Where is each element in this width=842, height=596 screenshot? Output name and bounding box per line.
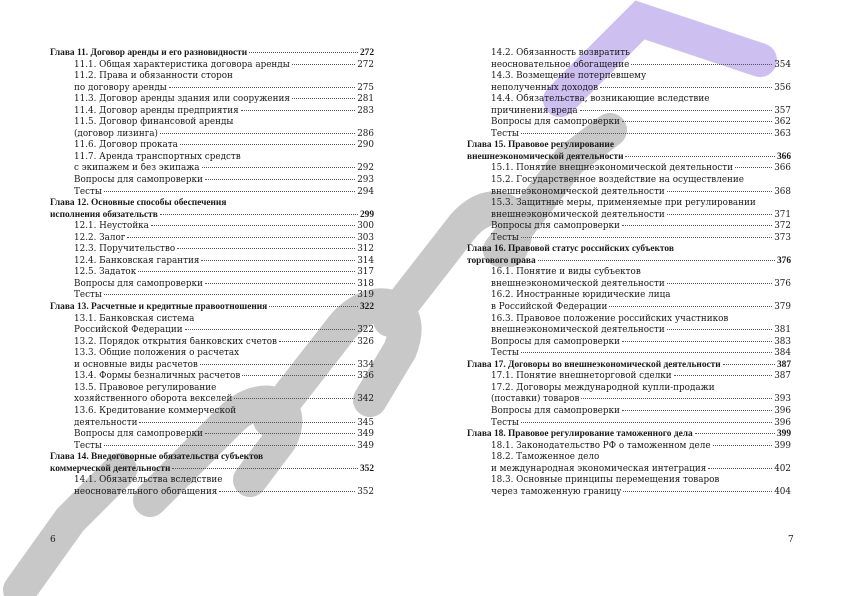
toc-section-entry bbox=[467, 418, 791, 430]
toc-entry-page: 349 bbox=[357, 440, 374, 451]
toc-section-entry bbox=[50, 337, 374, 349]
toc-section-entry bbox=[467, 60, 791, 72]
toc-entry-title: Тесты bbox=[74, 186, 102, 197]
dot-leader bbox=[160, 133, 355, 134]
dot-leader bbox=[242, 375, 355, 376]
toc-entry-page: 396 bbox=[774, 417, 791, 428]
toc-entry-title: Глава 14. Внедоговорные обязательства субъектов bbox=[50, 452, 264, 463]
toc-entry-title: Тесты bbox=[491, 417, 519, 428]
dot-leader bbox=[219, 491, 355, 492]
toc-section-entry bbox=[50, 187, 374, 199]
toc-entry-title: Вопросы для самопроверки bbox=[491, 405, 620, 416]
toc-entry-page: 383 bbox=[774, 336, 791, 347]
toc-section-entry bbox=[50, 233, 374, 245]
toc-entry-title: Глава 17. Договоры во внешнеэкономической деятельности bbox=[467, 359, 721, 370]
toc-section-entry bbox=[50, 348, 374, 360]
dot-leader bbox=[609, 306, 772, 307]
toc-section-entry bbox=[467, 71, 791, 83]
toc-entry-title: 14.3. Возмещение потерпевшему bbox=[491, 71, 647, 82]
toc-entry-page: 362 bbox=[774, 117, 791, 128]
toc-section-entry bbox=[50, 314, 374, 326]
toc-entry-title: хозяйственного оборота векселей bbox=[74, 394, 233, 405]
toc-entry-page: 272 bbox=[359, 48, 374, 58]
toc-section-entry bbox=[50, 279, 374, 291]
toc-entry-title: внешнеэкономической деятельности bbox=[491, 209, 665, 220]
toc-entry-title: 14.1. Обязательства вследствие bbox=[74, 475, 223, 486]
toc-entry-page: 352 bbox=[359, 463, 374, 474]
toc-section-entry bbox=[467, 94, 791, 106]
toc-section-entry bbox=[50, 94, 374, 106]
toc-entry-title: 12.3. Поручительство bbox=[74, 244, 176, 255]
toc-entry-page: 368 bbox=[774, 186, 791, 197]
dot-leader bbox=[180, 144, 355, 145]
toc-entry-page: 322 bbox=[359, 302, 374, 313]
toc-entry-page: 275 bbox=[357, 82, 374, 93]
toc-chapter-entry bbox=[467, 429, 791, 441]
toc-entry-page: 366 bbox=[776, 151, 791, 162]
toc-section-entry bbox=[467, 475, 791, 487]
toc-entry-title: 12.4. Банковская гарантия bbox=[74, 255, 200, 266]
toc-section-entry bbox=[467, 106, 791, 118]
toc-entry-title: неосновательное обогащение bbox=[491, 59, 630, 70]
toc-entry-title: 13.2. Порядок открытия банковских счетов bbox=[74, 336, 277, 347]
toc-entry-page: 402 bbox=[774, 463, 791, 474]
toc-entry-title: 13.3. Общие положения о расчетах bbox=[74, 348, 240, 359]
toc-section-entry bbox=[467, 163, 791, 175]
toc-entry-title: 13.1. Банковская система bbox=[74, 313, 195, 324]
toc-entry-title: Российской Федерации bbox=[74, 325, 183, 336]
toc-entry-title: 12.2. Залог bbox=[74, 232, 126, 243]
toc-chapter-entry bbox=[50, 48, 374, 60]
toc-chapter-entry bbox=[50, 210, 374, 222]
toc-entry-title: 11.7. Аренда транспортных средств bbox=[74, 151, 241, 162]
toc-entry-title: 12.5. Задаток bbox=[74, 267, 137, 278]
toc-entry-page: 399 bbox=[774, 440, 791, 451]
toc-section-entry bbox=[467, 48, 791, 60]
toc-entry-title: (поставки) товаров bbox=[491, 394, 580, 405]
page-number-right: 7 bbox=[788, 535, 794, 545]
toc-section-entry bbox=[50, 71, 374, 83]
toc-entry-title: исполнения обязательств bbox=[50, 209, 158, 220]
toc-section-entry bbox=[50, 163, 374, 175]
toc-entry-title: Вопросы для самопроверки bbox=[74, 278, 203, 289]
toc-right-column bbox=[467, 48, 791, 498]
toc-entry-title: по договору аренды bbox=[74, 82, 167, 93]
toc-entry-title: неполученных доходов bbox=[491, 82, 599, 93]
toc-section-entry bbox=[467, 210, 791, 222]
dot-leader bbox=[104, 294, 355, 295]
dot-leader bbox=[581, 398, 772, 399]
toc-entry-title: Тесты bbox=[491, 128, 519, 139]
toc-section-entry bbox=[467, 302, 791, 314]
toc-entry-title: деятельности bbox=[74, 417, 138, 428]
toc-entry-title: коммерческой деятельности bbox=[50, 463, 171, 474]
toc-entry-title: Вопросы для самопроверки bbox=[74, 175, 203, 186]
toc-entry-title: Вопросы для самопроверки bbox=[491, 117, 620, 128]
dot-leader bbox=[139, 422, 355, 423]
dot-leader bbox=[127, 237, 355, 238]
dot-leader bbox=[622, 121, 772, 122]
toc-section-entry bbox=[467, 129, 791, 141]
toc-entry-title: Вопросы для самопроверки bbox=[491, 221, 620, 232]
toc-section-entry bbox=[467, 221, 791, 233]
toc-entry-title: 11.6. Договор проката bbox=[74, 140, 178, 151]
toc-entry-title: и международная экономическая интеграция bbox=[491, 463, 707, 474]
toc-entry-page: 342 bbox=[357, 394, 374, 405]
toc-section-entry bbox=[50, 475, 374, 487]
toc-chapter-entry bbox=[467, 360, 791, 372]
toc-entry-title: (договор лизинга) bbox=[74, 128, 158, 139]
toc-section-entry bbox=[50, 221, 374, 233]
dot-leader bbox=[151, 225, 355, 226]
dot-leader bbox=[695, 433, 775, 434]
toc-entry-page: 299 bbox=[359, 209, 374, 220]
dot-leader bbox=[667, 329, 773, 330]
toc-section-entry bbox=[50, 429, 374, 441]
toc-entry-title: 15.1. Понятие внешнеэкономической деятельности bbox=[491, 163, 733, 174]
toc-entry-page: 303 bbox=[357, 232, 374, 243]
toc-section-entry bbox=[467, 452, 791, 464]
toc-entry-title: 13.5. Правовое регулирование bbox=[74, 382, 217, 393]
dot-leader bbox=[625, 156, 774, 157]
toc-entry-page: 376 bbox=[776, 255, 791, 266]
toc-entry-title: неосновательного обогащения bbox=[74, 486, 218, 497]
dot-leader bbox=[580, 110, 773, 111]
toc-entry-title: 17.1. Понятие внешнеторговой сделки bbox=[491, 371, 672, 382]
toc-entry-title: 11.4. Договор аренды предприятия bbox=[74, 105, 239, 116]
toc-entry-page: 356 bbox=[774, 82, 791, 93]
toc-entry-page: 283 bbox=[357, 105, 374, 116]
toc-section-entry bbox=[50, 117, 374, 129]
toc-entry-page: 376 bbox=[774, 278, 791, 289]
dot-leader bbox=[138, 271, 355, 272]
dot-leader bbox=[241, 110, 356, 111]
toc-entry-page: 387 bbox=[776, 359, 791, 370]
toc-entry-page: 281 bbox=[357, 94, 374, 105]
toc-left-column bbox=[50, 48, 374, 498]
toc-section-entry bbox=[50, 83, 374, 95]
toc-entry-title: внешнеэкономической деятельности bbox=[491, 278, 665, 289]
toc-entry-title: 13.4. Формы безналичных расчетов bbox=[74, 371, 241, 382]
toc-section-entry bbox=[50, 383, 374, 395]
dot-leader bbox=[622, 410, 772, 411]
toc-entry-title: 16.1. Понятие и виды субъектов bbox=[491, 267, 641, 278]
toc-section-entry bbox=[467, 175, 791, 187]
dot-leader bbox=[200, 364, 355, 365]
toc-section-entry bbox=[467, 83, 791, 95]
toc-entry-title: 14.4. Обязательства, возникающие вследствие bbox=[491, 94, 710, 105]
dot-leader bbox=[160, 214, 358, 215]
toc-entry-title: в Российской Федерации bbox=[491, 302, 608, 313]
dot-leader bbox=[623, 491, 772, 492]
toc-section-entry bbox=[50, 406, 374, 418]
toc-entry-title: и основные виды расчетов bbox=[74, 359, 198, 370]
toc-entry-title: внешнеэкономической деятельности bbox=[467, 151, 624, 162]
toc-entry-page: 312 bbox=[357, 244, 374, 255]
dot-leader bbox=[521, 237, 772, 238]
toc-entry-page: 357 bbox=[774, 105, 791, 116]
toc-entry-page: 292 bbox=[357, 163, 374, 174]
dot-leader bbox=[735, 167, 772, 168]
toc-entry-page: 399 bbox=[776, 429, 791, 440]
toc-entry-title: 18.1. Законодательство РФ о таможенном деле bbox=[491, 440, 711, 451]
toc-entry-page: 290 bbox=[357, 140, 374, 151]
toc-section-entry bbox=[467, 371, 791, 383]
toc-section-entry bbox=[50, 290, 374, 302]
dot-leader bbox=[269, 306, 358, 307]
toc-entry-title: Тесты bbox=[74, 440, 102, 451]
toc-entry-page: 334 bbox=[357, 359, 374, 370]
toc-section-entry bbox=[50, 106, 374, 118]
toc-entry-title: 11.3. Договор аренды здания или сооружения bbox=[74, 94, 290, 105]
toc-section-entry bbox=[50, 325, 374, 337]
toc-entry-page: 317 bbox=[357, 267, 374, 278]
toc-chapter-entry bbox=[467, 256, 791, 268]
toc-entry-title: Глава 12. Основные способы обеспечения bbox=[50, 198, 227, 209]
page-number-left: 6 bbox=[50, 535, 56, 545]
toc-entry-page: 286 bbox=[357, 128, 374, 139]
toc-entry-page: 371 bbox=[774, 209, 791, 220]
toc-entry-title: причинения вреда bbox=[491, 105, 578, 116]
dot-leader bbox=[205, 433, 355, 434]
toc-entry-page: 379 bbox=[774, 302, 791, 313]
dot-leader bbox=[185, 329, 356, 330]
toc-entry-title: внешнеэкономической деятельности bbox=[491, 325, 665, 336]
toc-entry-title: 14.2. Обязанность возвратить bbox=[491, 48, 630, 58]
dot-leader bbox=[279, 341, 355, 342]
toc-entry-page: 352 bbox=[357, 486, 374, 497]
toc-section-entry bbox=[50, 152, 374, 164]
toc-entry-page: 384 bbox=[774, 348, 791, 359]
toc-section-entry bbox=[467, 383, 791, 395]
toc-entry-title: через таможенную границу bbox=[491, 486, 622, 497]
toc-entry-page: 396 bbox=[774, 405, 791, 416]
toc-section-entry bbox=[467, 337, 791, 349]
toc-entry-page: 393 bbox=[774, 394, 791, 405]
dot-leader bbox=[169, 87, 355, 88]
toc-section-entry bbox=[50, 371, 374, 383]
toc-section-entry bbox=[467, 279, 791, 291]
toc-section-entry bbox=[467, 233, 791, 245]
toc-chapter-entry bbox=[467, 140, 791, 152]
toc-entry-title: 11.5. Договор финансовой аренды bbox=[74, 117, 234, 128]
toc-entry-page: 381 bbox=[774, 325, 791, 336]
dot-leader bbox=[667, 283, 773, 284]
toc-entry-title: 12.1. Неустойка bbox=[74, 221, 149, 232]
toc-entry-title: Глава 13. Расчетные и кредитные правоотношения bbox=[50, 302, 268, 313]
toc-section-entry bbox=[50, 256, 374, 268]
toc-section-entry bbox=[50, 418, 374, 430]
dot-leader bbox=[205, 179, 355, 180]
toc-entry-page: 300 bbox=[357, 221, 374, 232]
dot-leader bbox=[234, 398, 355, 399]
toc-section-entry bbox=[467, 290, 791, 302]
toc-entry-title: 15.2. Государственное воздействие на осуществление bbox=[491, 175, 744, 186]
dot-leader bbox=[205, 283, 355, 284]
toc-entry-page: 354 bbox=[774, 59, 791, 70]
toc-entry-title: Тесты bbox=[491, 348, 519, 359]
toc-section-entry bbox=[467, 348, 791, 360]
toc-section-entry bbox=[50, 140, 374, 152]
dot-leader bbox=[600, 87, 772, 88]
dot-leader bbox=[521, 422, 772, 423]
toc-entry-title: 16.3. Правовое положение российских участников bbox=[491, 313, 729, 324]
toc-section-entry bbox=[50, 267, 374, 279]
toc-entry-title: Глава 18. Правовое регулирование таможенного дела bbox=[467, 429, 693, 440]
dot-leader bbox=[104, 445, 355, 446]
toc-entry-title: 17.2. Договоры международной купли-продажи bbox=[491, 382, 715, 393]
toc-entry-page: 345 bbox=[357, 417, 374, 428]
dot-leader bbox=[667, 214, 773, 215]
dot-leader bbox=[622, 341, 772, 342]
dot-leader bbox=[521, 133, 772, 134]
toc-section-entry bbox=[467, 314, 791, 326]
toc-entry-title: торгового права bbox=[467, 255, 536, 266]
toc-section-entry bbox=[467, 325, 791, 337]
toc-section-entry bbox=[467, 187, 791, 199]
toc-entry-title: Глава 15. Правовое регулирование bbox=[467, 140, 614, 151]
toc-entry-title: Тесты bbox=[491, 232, 519, 243]
toc-entry-title: Тесты bbox=[74, 290, 102, 301]
toc-entry-page: 326 bbox=[357, 336, 374, 347]
dot-leader bbox=[667, 191, 773, 192]
toc-entry-page: 318 bbox=[357, 278, 374, 289]
toc-section-entry bbox=[50, 360, 374, 372]
toc-chapter-entry bbox=[50, 452, 374, 464]
toc-entry-page: 319 bbox=[357, 290, 374, 301]
toc-section-entry bbox=[467, 464, 791, 476]
toc-entry-page: 349 bbox=[357, 429, 374, 440]
dot-leader bbox=[172, 468, 358, 469]
dot-leader bbox=[292, 64, 356, 65]
dot-leader bbox=[521, 352, 772, 353]
dot-leader bbox=[674, 375, 773, 376]
toc-entry-title: с экипажем и без экипажа bbox=[74, 163, 200, 174]
toc-chapter-entry bbox=[50, 464, 374, 476]
toc-section-entry bbox=[50, 487, 374, 499]
toc-section-entry bbox=[467, 394, 791, 406]
dot-leader bbox=[177, 248, 355, 249]
toc-entry-page: 314 bbox=[357, 255, 374, 266]
dot-leader bbox=[723, 364, 775, 365]
toc-entry-title: 18.3. Основные принципы перемещения товаров bbox=[491, 475, 720, 486]
toc-entry-page: 294 bbox=[357, 186, 374, 197]
toc-entry-page: 322 bbox=[357, 325, 374, 336]
toc-chapter-entry bbox=[467, 152, 791, 164]
toc-entry-page: 404 bbox=[774, 486, 791, 497]
toc-section-entry bbox=[50, 244, 374, 256]
dot-leader bbox=[201, 260, 355, 261]
dot-leader bbox=[713, 445, 773, 446]
toc-entry-title: внешнеэкономической деятельности bbox=[491, 186, 665, 197]
toc-section-entry bbox=[467, 198, 791, 210]
dot-leader bbox=[538, 260, 775, 261]
toc-entry-page: 363 bbox=[774, 128, 791, 139]
toc-entry-page: 387 bbox=[774, 371, 791, 382]
toc-entry-title: 11.1. Общая характеристика договора аренды bbox=[74, 59, 290, 70]
toc-chapter-entry bbox=[50, 302, 374, 314]
toc-entry-title: 16.2. Иностранные юридические лица bbox=[491, 290, 671, 301]
toc-section-entry bbox=[467, 406, 791, 418]
dot-leader bbox=[104, 191, 355, 192]
toc-chapter-entry bbox=[467, 244, 791, 256]
dot-leader bbox=[708, 468, 772, 469]
toc-entry-page: 372 bbox=[774, 221, 791, 232]
toc-entry-title: Глава 11. Договор аренды и его разновидности bbox=[50, 48, 248, 58]
toc-section-entry bbox=[50, 441, 374, 453]
toc-section-entry bbox=[467, 117, 791, 129]
dot-leader bbox=[631, 64, 772, 65]
dot-leader bbox=[202, 167, 356, 168]
toc-entry-title: 15.3. Защитные меры, применяемые при регулировании bbox=[491, 198, 756, 209]
toc-entry-title: Вопросы для самопроверки bbox=[74, 429, 203, 440]
dot-leader bbox=[249, 52, 358, 53]
toc-entry-page: 272 bbox=[357, 59, 374, 70]
toc-entry-page: 366 bbox=[774, 163, 791, 174]
dot-leader bbox=[292, 98, 355, 99]
toc-section-entry bbox=[50, 129, 374, 141]
toc-entry-page: 336 bbox=[357, 371, 374, 382]
toc-section-entry bbox=[50, 175, 374, 187]
toc-entry-page: 293 bbox=[357, 175, 374, 186]
toc-entry-page: 373 bbox=[774, 232, 791, 243]
toc-section-entry bbox=[467, 267, 791, 279]
toc-section-entry bbox=[50, 394, 374, 406]
toc-section-entry bbox=[50, 60, 374, 72]
dot-leader bbox=[622, 225, 772, 226]
toc-entry-title: Глава 16. Правовой статус российских субъектов bbox=[467, 244, 674, 255]
toc-chapter-entry bbox=[50, 198, 374, 210]
toc-entry-title: 18.2. Таможенное дело bbox=[491, 452, 600, 463]
toc-entry-title: Вопросы для самопроверки bbox=[491, 336, 620, 347]
toc-section-entry bbox=[467, 487, 791, 499]
toc-entry-title: 11.2. Права и обязанности сторон bbox=[74, 71, 233, 82]
toc-entry-title: 13.6. Кредитование коммерческой bbox=[74, 405, 237, 416]
toc-section-entry bbox=[467, 441, 791, 453]
